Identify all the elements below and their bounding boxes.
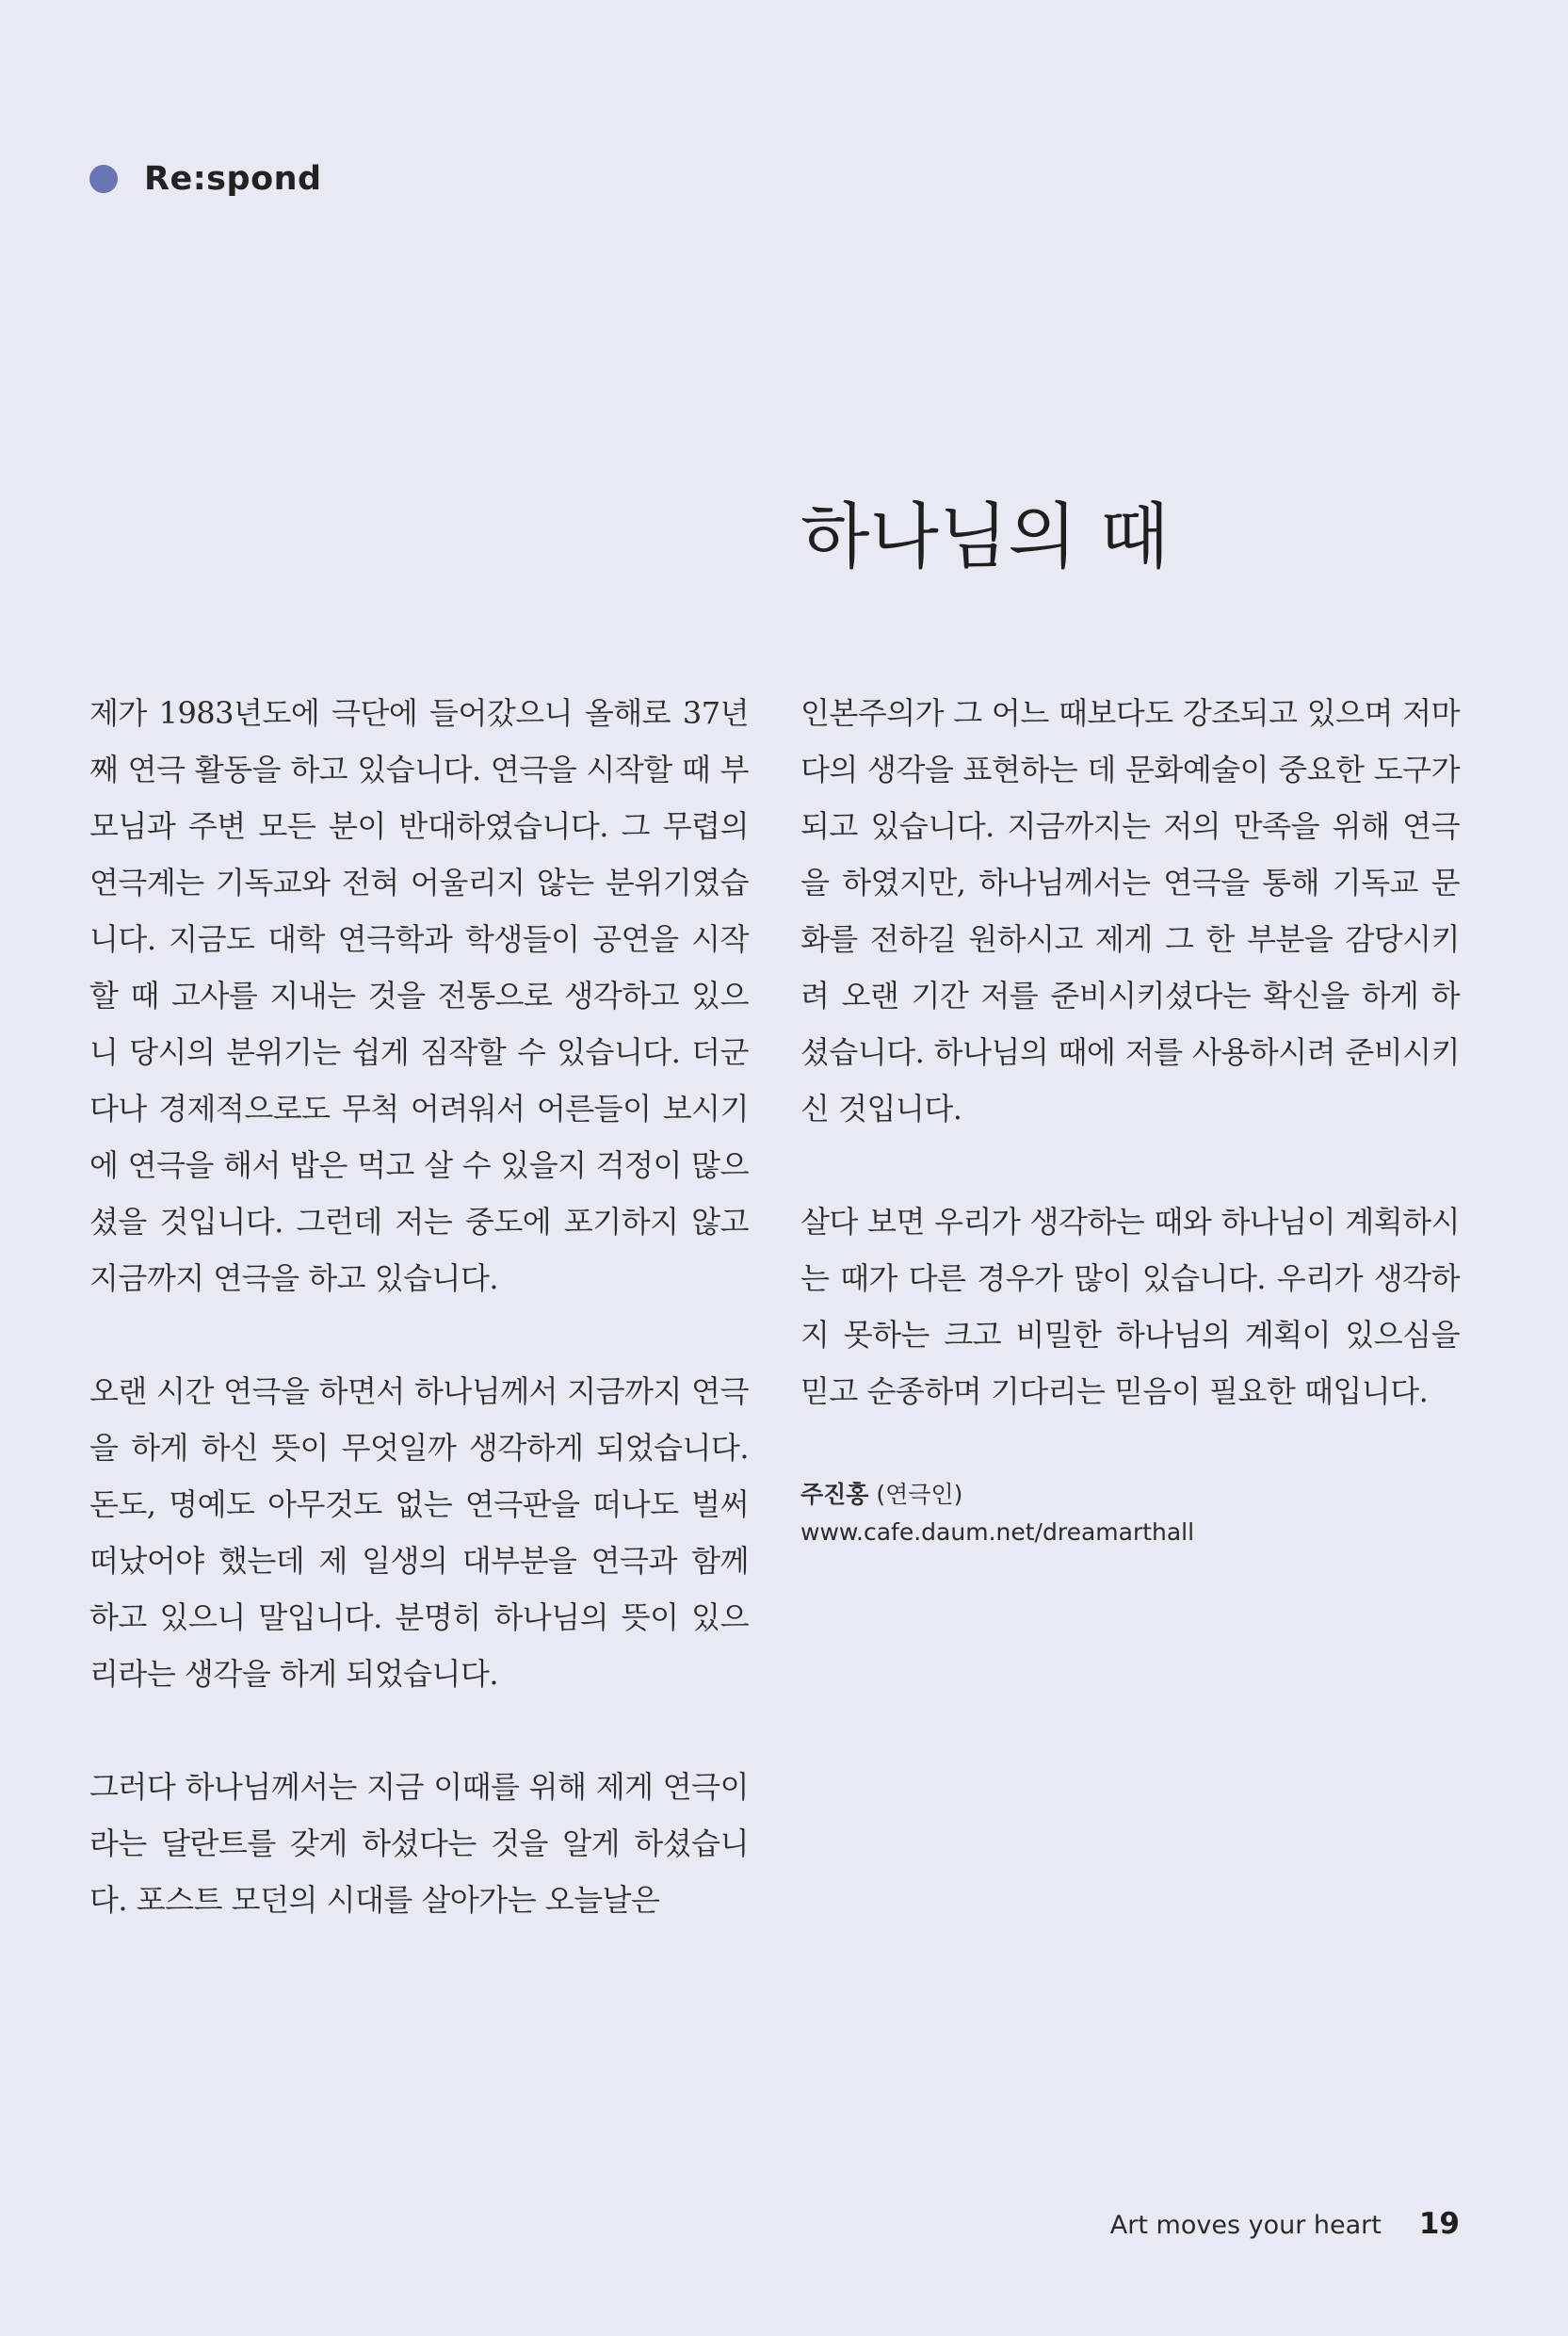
footer-tagline: Art moves your heart bbox=[1109, 2211, 1382, 2240]
section-tag bbox=[89, 160, 322, 198]
body-paragraph: 제가 1983년도에 극단에 들어갔으니 올해로 37년째 연극 활동을 하고 있습니다. 연극을 시작할 때 부모님과 주변 모든 분이 반대하였습니다. 그 무렵의 연극계는 기독교와 전혀 어울리지 않는 분위기였습니다. 지금도 대학 연극학과 학생들이 공연을 시작할 때 고사를 지내는 것을 전통으로 생각하고 있으니 당시의 분위기는 쉽게 짐작할 수 있습니다. 더군다나 경제적으로도 무척 어려워서 어른들이 보시기에 연극을 해서 밥은 먹고 살 수 있을지 걱정이 많으셨을 것입니다. 그런데 저는 중도에 포기하지 않고 지금까지 연극을 하고 있습니다. bbox=[89, 695, 749, 1296]
section-label: Re:spond bbox=[144, 160, 322, 198]
author-name: 주진홍 bbox=[800, 1481, 869, 1508]
right-column bbox=[800, 685, 1460, 1551]
body-paragraph: 오랜 시간 연극을 하면서 하나님께서 지금까지 연극을 하게 하신 뜻이 무엇일까 생각하게 되었습니다. 돈도, 명예도 아무것도 없는 연극판을 떠나도 벌써 떠났어야 했는데 제 일생의 대부분을 연극과 함께 하고 있으니 말입니다. 분명히 하나님의 뜻이 있으리라는 생각을 하게 되었습니다. bbox=[89, 1373, 749, 1692]
author-role: (연극인) bbox=[876, 1481, 963, 1508]
left-column bbox=[89, 685, 749, 1985]
page-footer bbox=[1110, 2207, 1460, 2241]
bullet-dot-icon bbox=[89, 165, 118, 193]
body-paragraph: 살다 보면 우리가 생각하는 때와 하나님이 계획하시는 때가 다른 경우가 많이 있습니다. 우리가 생각하지 못하는 크고 비밀한 하나님의 계획이 있으심을 믿고 순종하며 기다리는 믿음이 필요한 때입니다. bbox=[800, 1204, 1460, 1409]
body-paragraph: 인본주의가 그 어느 때보다도 강조되고 있으며 저마다의 생각을 표현하는 데 문화예술이 중요한 도구가 되고 있습니다. 지금까지는 저의 만족을 위해 연극을 하였지만, 하나님께서는 연극을 통해 기독교 문화를 전하길 원하시고 제게 그 한 부분을 감당시키려 오랜 기간 저를 준비시키셨다는 확신을 하게 하셨습니다. 하나님의 때에 저를 사용하시려 준비시키신 것입니다. bbox=[800, 695, 1460, 1127]
author-url: www.cafe.daum.net/dreamarthall bbox=[800, 1518, 1195, 1546]
body-paragraph: 그러다 하나님께서는 지금 이때를 위해 제게 연극이라는 달란트를 갖게 하셨다는 것을 알게 하셨습니다. 포스트 모던의 시대를 살아가는 오늘날은 bbox=[89, 1769, 749, 1918]
page-number: 19 bbox=[1418, 2207, 1460, 2241]
author-credit bbox=[800, 1476, 1460, 1551]
article-title: 하나님의 때 bbox=[800, 495, 1170, 578]
